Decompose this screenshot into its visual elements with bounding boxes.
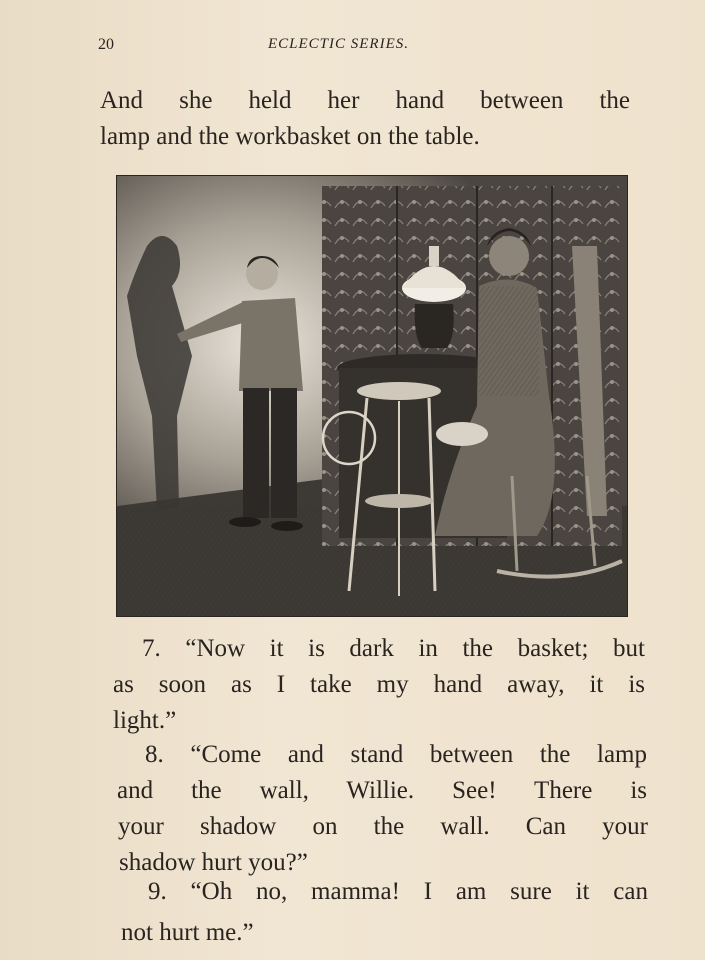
intro-line-1: And she held her hand between the [100,87,630,114]
p8-line-1: 8. “Come and stand between the lamp [145,741,647,768]
intro-line-2: lamp and the workbasket on the table. [100,123,480,150]
workbasket [357,382,441,400]
p9-line-2: not hurt me.” [121,919,254,946]
engraving-illustration [116,175,628,617]
lamp-base [415,304,454,348]
p7-line-2: as soon as I take my hand away, it is [113,671,645,698]
series-title: ECLECTIC SERIES. [268,36,410,52]
p8-line-3: your shadow on the wall. Can your [118,813,648,840]
p8-line-2: and the wall, Willie. See! There is [117,777,647,804]
page-number: 20 [98,36,114,53]
p8-line-4: shadow hurt you?” [119,849,308,876]
illustration-svg [117,176,627,616]
boy-jacket [239,298,303,391]
p9-line-1: 9. “Oh no, mamma! I am sure it can [148,878,648,905]
p7-line-1: 7. “Now it is dark in the basket; but [142,635,645,662]
p7-line-3: light.” [113,707,177,734]
running-head [98,36,638,58]
mother-head [489,236,529,276]
